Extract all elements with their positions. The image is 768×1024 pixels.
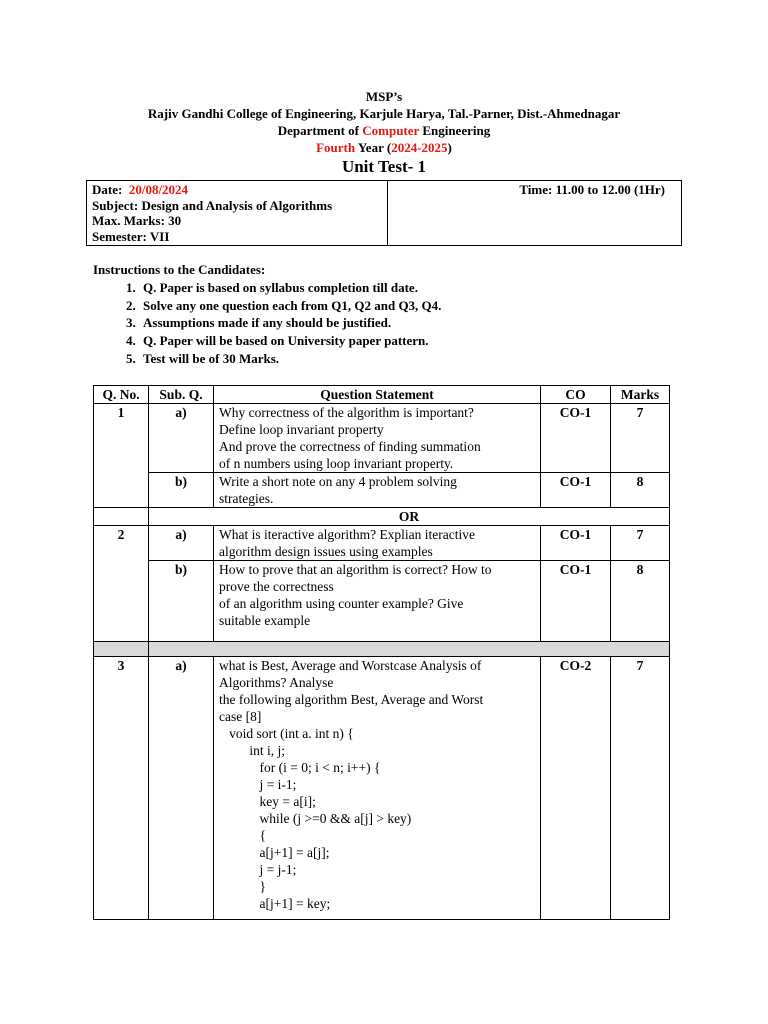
question-statement xyxy=(214,404,541,473)
date-row xyxy=(92,182,382,198)
table-header-row xyxy=(94,386,670,404)
date-value: 20/08/2024 xyxy=(128,182,189,197)
instructions-list xyxy=(93,279,441,368)
q-number: 3 xyxy=(94,657,149,920)
meta-table xyxy=(86,180,682,246)
separator-row xyxy=(94,642,670,657)
meta-left xyxy=(87,181,388,246)
dept-prefix: Department of xyxy=(277,123,363,138)
code-line: key = a[i]; xyxy=(219,794,316,809)
co-value: CO-2 xyxy=(541,657,611,920)
marks-value: 8 xyxy=(611,561,670,642)
question-statement xyxy=(214,657,541,920)
table-row xyxy=(94,657,670,920)
college-name: Rajiv Gandhi College of Engineering, Karjule Harya, Tal.-Parner, Dist.-Ahmednagar xyxy=(147,106,621,121)
instruction-item: 3. Assumptions made if any should be justified. xyxy=(139,314,441,332)
col-marks: Marks xyxy=(611,386,670,404)
table-row xyxy=(94,561,670,642)
dept-highlight: Computer xyxy=(362,123,420,138)
table-row xyxy=(94,404,670,473)
or-row xyxy=(94,508,670,526)
instruction-item: 2. Solve any one question each from Q1, Q2 and Q3, Q4. xyxy=(139,297,441,315)
question-statement xyxy=(214,473,541,508)
question-statement xyxy=(214,526,541,561)
question-line: case [8] xyxy=(219,709,262,724)
question-line: suitable example xyxy=(219,613,311,628)
question-line: strategies. xyxy=(219,491,274,506)
instructions xyxy=(93,261,441,368)
code-line: { xyxy=(219,828,266,843)
code-line: a[j+1] = key; xyxy=(219,896,331,911)
separator-cell xyxy=(94,642,149,657)
table-row xyxy=(94,526,670,561)
separator-cell xyxy=(149,642,670,657)
co-value: CO-1 xyxy=(541,404,611,473)
year-mid: Year ( xyxy=(355,140,392,155)
code-line: int i, j; xyxy=(219,743,286,758)
table-row xyxy=(94,473,670,508)
sub-q: a) xyxy=(149,526,214,561)
question-line: Algorithms? Analyse xyxy=(219,675,334,690)
question-line: of an algorithm using counter example? Give xyxy=(219,596,464,611)
question-line: Why correctness of the algorithm is important? xyxy=(219,405,474,420)
code-line: for (i = 0; i < n; i++) { xyxy=(219,760,381,775)
question-line: What is iteractive algorithm? Explian iteractive xyxy=(219,527,476,542)
q-number: 2 xyxy=(94,526,149,642)
marks-value: 7 xyxy=(611,657,670,920)
year-end: ) xyxy=(447,140,452,155)
semester: Semester: VII xyxy=(92,228,170,244)
question-line: what is Best, Average and Worstcase Analysis of xyxy=(219,658,482,673)
col-question: Question Statement xyxy=(214,386,541,404)
marks-value: 8 xyxy=(611,473,670,508)
co-value: CO-1 xyxy=(541,473,611,508)
marks-value: 7 xyxy=(611,526,670,561)
max-marks: Max. Marks: 30 xyxy=(92,213,182,228)
or-spacer xyxy=(94,508,149,526)
co-value: CO-1 xyxy=(541,526,611,561)
question-line: prove the correctness xyxy=(219,579,334,594)
question-line: of n numbers using loop invariant property. xyxy=(219,456,454,471)
sub-q: b) xyxy=(149,473,214,508)
col-co: CO xyxy=(541,386,611,404)
question-line: the following algorithm Best, Average and Worst xyxy=(219,692,484,707)
instructions-heading: Instructions to the Candidates: xyxy=(93,262,266,277)
code-line: j = i-1; xyxy=(219,777,297,792)
q-number: 1 xyxy=(94,404,149,508)
sub-q: b) xyxy=(149,561,214,642)
question-line: Write a short note on any 4 problem solving xyxy=(219,474,457,489)
department-line xyxy=(0,123,768,138)
question-line: Define loop invariant property xyxy=(219,422,384,437)
sub-q: a) xyxy=(149,404,214,473)
org-name: MSP’s xyxy=(365,89,403,104)
year-line xyxy=(0,140,768,155)
instruction-item: 5. Test will be of 30 Marks. xyxy=(139,350,441,368)
col-qno: Q. No. xyxy=(94,386,149,404)
test-title: Unit Test- 1 xyxy=(341,157,427,176)
code-line: void sort (int a. int n) { xyxy=(219,726,354,741)
question-line: And prove the correctness of finding summation xyxy=(219,439,481,454)
code-line: a[j+1] = a[j]; xyxy=(219,845,330,860)
code-line: while (j >=0 && a[j] > key) xyxy=(219,811,412,826)
co-value: CO-1 xyxy=(541,561,611,642)
question-line: algorithm design issues using examples xyxy=(219,544,433,559)
year-highlight: Fourth xyxy=(316,140,356,155)
or-label: OR xyxy=(149,508,670,526)
code-line: j = j-1; xyxy=(219,862,297,877)
date-label: Date: xyxy=(92,182,123,197)
question-line: How to prove that an algorithm is correct? How to xyxy=(219,562,492,577)
year-range: 2024-2025 xyxy=(391,140,448,155)
time: Time: 11.00 to 12.00 (1Hr) xyxy=(519,182,665,197)
meta-right xyxy=(388,181,682,246)
instruction-item: 1. Q. Paper is based on syllabus completion till date. xyxy=(139,279,441,297)
dept-suffix: Engineering xyxy=(419,123,491,138)
marks-value: 7 xyxy=(611,404,670,473)
instruction-item: 4. Q. Paper will be based on University paper pattern. xyxy=(139,332,441,350)
col-subq: Sub. Q. xyxy=(149,386,214,404)
sub-q: a) xyxy=(149,657,214,920)
question-table xyxy=(93,385,670,920)
subject: Subject: Design and Analysis of Algorithms xyxy=(92,197,333,213)
code-line: } xyxy=(219,879,266,894)
question-statement xyxy=(214,561,541,642)
